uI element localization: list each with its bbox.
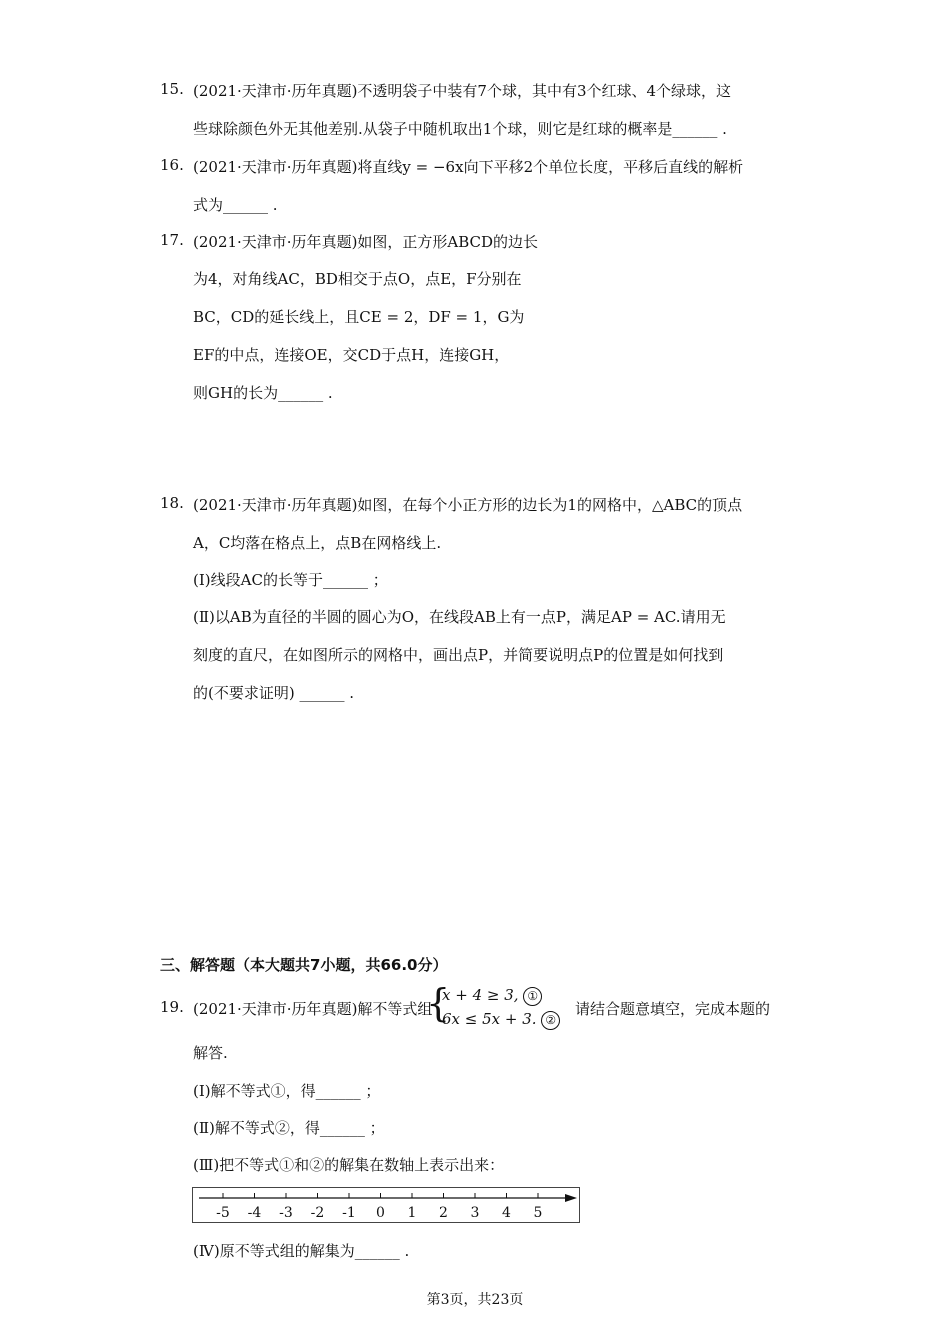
page-footer: 第3页，共23页 <box>426 1292 524 1308</box>
question-17-line-1: (2021·天津市·历年真题)如图，正方形ABCD的边长 <box>193 233 539 251</box>
number-line-box <box>192 1187 580 1223</box>
question-18-part-2b: 刻度的直尺，在如图所示的网格中，画出点P，并简要说明点P的位置是如何找到 <box>193 646 724 664</box>
question-18-part-2c: 的(不要求证明) ______ . <box>193 684 355 702</box>
question-19-part-3: (Ⅲ)把不等式①和②的解集在数轴上表示出来： <box>193 1156 505 1174</box>
circled-mark-1: ① <box>523 987 542 1006</box>
question-19-suffix: 请结合题意填空，完成本题的 <box>575 1000 771 1018</box>
number-line-tick-label: 2 <box>439 1205 448 1221</box>
question-19-part-4: (Ⅳ)原不等式组的解集为______ . <box>193 1242 410 1260</box>
question-19-number: 19. <box>160 998 184 1016</box>
question-17-line-4: EF的中点，连接OE，交CD于点H，连接GH， <box>193 346 510 364</box>
number-line-tick-label: -1 <box>342 1205 356 1221</box>
inequality-1 <box>442 986 542 1006</box>
question-19-part-2: (Ⅱ)解不等式②，得______ ； <box>193 1119 385 1137</box>
question-15-line-1: (2021·天津市·历年真题)不透明袋子中装有7个球，其中有3个红球、4个绿球，这 <box>193 82 732 100</box>
number-line-arrow-icon <box>565 1194 577 1202</box>
question-16-line-2: 式为______ . <box>193 196 278 214</box>
question-19-line-2: 解答. <box>193 1044 228 1062</box>
inequality-brace: { <box>426 981 451 1025</box>
number-line <box>193 1188 579 1222</box>
question-18-line-1: (2021·天津市·历年真题)如图，在每个小正方形的边长为1的网格中，△ABC的顶点 <box>193 496 743 514</box>
number-line-tick-label: -5 <box>216 1205 230 1221</box>
question-15-number: 15. <box>160 80 184 98</box>
number-line-tick-label: 3 <box>470 1205 480 1221</box>
question-19-part-1: (Ⅰ)解不等式①，得______ ； <box>193 1082 381 1100</box>
circled-mark-2: ② <box>541 1011 560 1030</box>
question-17-number: 17. <box>160 231 184 249</box>
inequality-2 <box>442 1010 560 1030</box>
number-line-tick-label: -3 <box>279 1205 293 1221</box>
number-line-tick-label: -2 <box>310 1205 325 1221</box>
question-18-part-2a: (Ⅱ)以AB为直径的半圆的圆心为O，在线段AB上有一点P，满足AP = AC.请用无 <box>193 608 726 626</box>
question-17-line-5: 则GH的长为______ . <box>193 384 333 402</box>
question-17-line-3: BC，CD的延长线上，且CE = 2，DF = 1，G为 <box>193 308 525 326</box>
number-line-tick-label: 0 <box>376 1205 385 1221</box>
question-16-line-1: (2021·天津市·历年真题)将直线y = −6x向下平移2个单位长度，平移后直线的解析 <box>193 158 744 176</box>
question-19-prefix: (2021·天津市·历年真题)解不等式组 <box>193 1000 433 1018</box>
question-17-line-2: 为4，对角线AC，BD相交于点O，点E，F分别在 <box>193 270 522 288</box>
number-line-tick-label: 4 <box>502 1205 511 1221</box>
question-18-part-1: (Ⅰ)线段AC的长等于______ ； <box>193 571 388 589</box>
number-line-tick-label: 5 <box>533 1205 543 1221</box>
question-18-number: 18. <box>160 494 184 512</box>
inequality-1-text: x + 4 ≥ 3, <box>442 986 519 1004</box>
number-line-tick-label: -4 <box>247 1205 262 1221</box>
number-line-tick-label: 1 <box>407 1205 417 1221</box>
question-16-number: 16. <box>160 156 184 174</box>
question-18-line-2: A，C均落在格点上，点B在网格线上. <box>193 534 442 552</box>
section-title: 三、解答题（本大题共7小题，共66.0分） <box>160 956 448 974</box>
question-15-line-2: 些球除颜色外无其他差别.从袋子中随机取出1个球，则它是红球的概率是______ . <box>193 120 727 138</box>
inequality-2-text: 6x ≤ 5x + 3. <box>442 1010 537 1028</box>
